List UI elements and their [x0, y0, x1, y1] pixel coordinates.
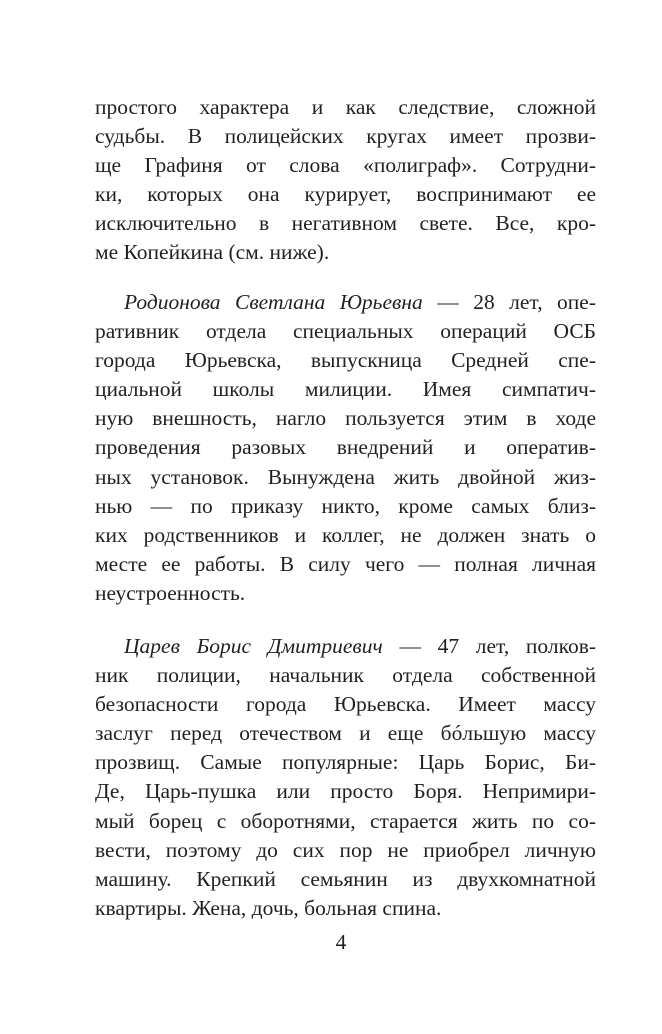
text-line: неустроенность.	[95, 580, 246, 605]
text-line: исключительно в негативном свете. Все, кро-	[95, 211, 596, 236]
paragraph-first-line	[95, 632, 596, 661]
text-line: ную внешность, нагло пользуется этим в ходе	[95, 406, 596, 431]
text-line: ки, которых она курирует, воспринимают ее	[95, 182, 596, 207]
paragraph-rodionova	[95, 288, 596, 608]
text-line: безопасности города Юрьевска. Имеет массу	[95, 692, 596, 717]
text-line: Де, Царь-пушка или просто Боря. Непримири-	[95, 779, 596, 804]
text-line: ких родственников и коллег, не должен знать о	[95, 522, 596, 547]
text-line: ных установок. Вынуждена жить двойной жиз-	[95, 464, 596, 489]
text-line: машину. Крепкий семьянин из двухкомнатной	[95, 866, 596, 891]
text-line: проведения разовых внедрений и оператив-	[95, 435, 596, 460]
text-line: ративник отдела специальных операций ОСБ	[95, 319, 596, 344]
text-line: мый борец с оборотнями, старается жить по со-	[95, 808, 596, 833]
character-name: Царев Борис Дмитриевич	[124, 634, 383, 658]
text-line: циальной школы милиции. Имея симпатич-	[95, 377, 596, 402]
paragraph-first-line	[95, 288, 596, 317]
text-line: ме Копейкина (см. ниже).	[95, 240, 330, 265]
text-line: прозвищ. Самые популярные: Царь Борис, Би-	[95, 750, 596, 775]
character-name: Родионова Светлана Юрьевна	[124, 290, 423, 314]
text-line: ник полиции, начальник отдела собственной	[95, 663, 596, 688]
page-number: 4	[335, 930, 347, 954]
text-line: квартиры. Жена, дочь, больная спина.	[95, 895, 442, 920]
paragraph-tsarev	[95, 632, 596, 923]
text-line: простого характера и как следствие, сложной	[95, 95, 596, 119]
text-line: города Юрьевска, выпускница Средней спе-	[95, 348, 596, 373]
character-description-start: — 47 лет, полков-	[382, 634, 597, 658]
paragraph-continuation	[95, 93, 596, 268]
text-line: нью — по приказу никто, кроме самых близ-	[95, 493, 596, 518]
text-line: заслуг перед отечеством и еще бóльшую массу	[95, 721, 596, 746]
text-line: судьбы. В полицейских кругах имеет прозви-	[95, 124, 596, 149]
text-line: месте ее работы. В силу чего — полная личная	[95, 551, 596, 576]
character-description-start: — 28 лет, опе-	[422, 290, 596, 314]
text-line: ще Графиня от слова «полиграф». Сотрудни-	[95, 153, 596, 178]
text-line: вести, поэтому до сих пор не приобрел личную	[95, 837, 596, 862]
